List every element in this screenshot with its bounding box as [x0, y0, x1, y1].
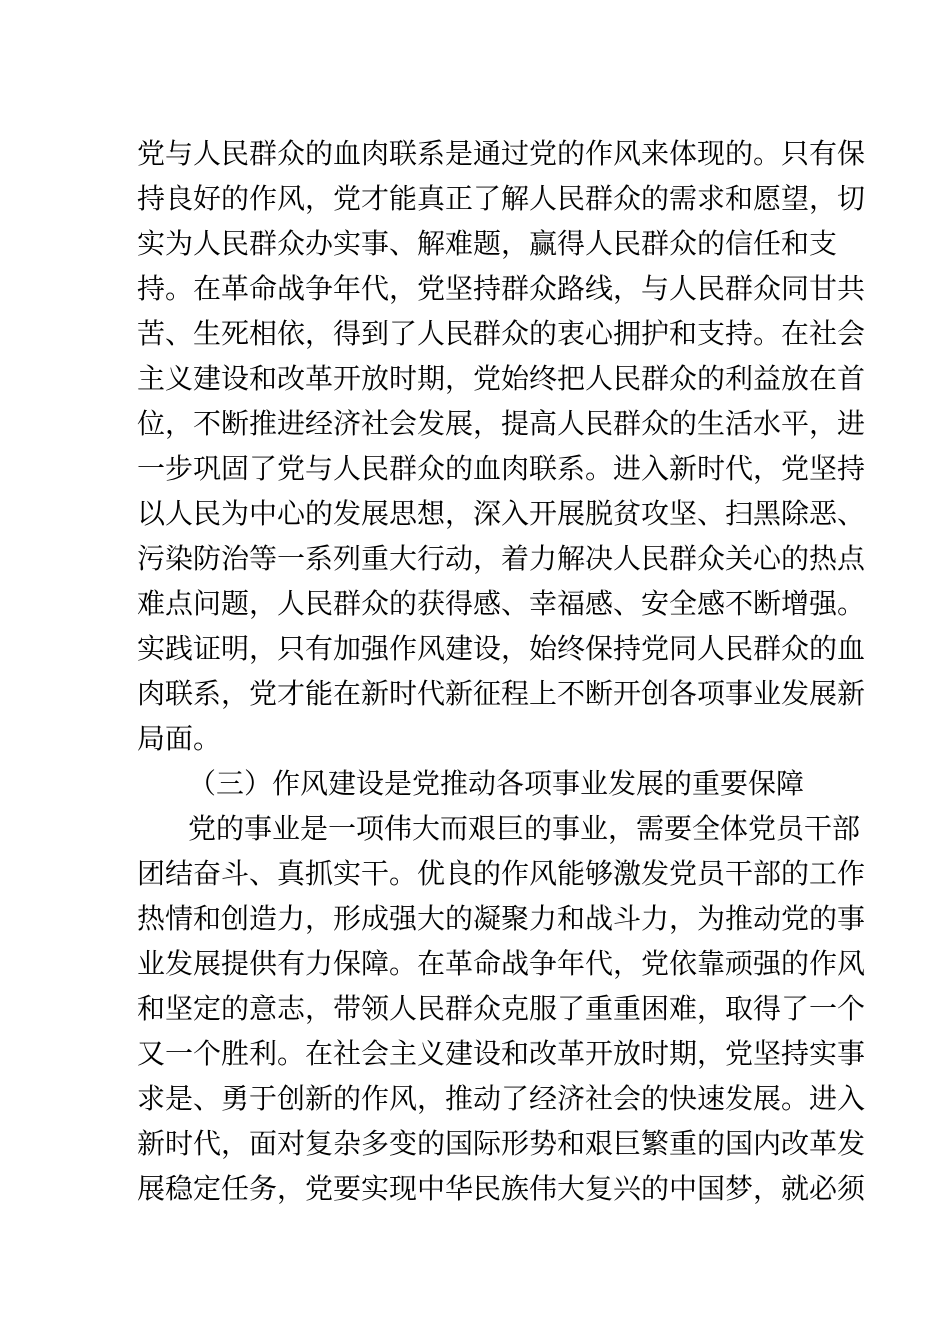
text-line: 主义建设和改革开放时期，党始终把人民群众的利益放在首: [137, 362, 866, 395]
section-heading: （三）作风建设是党推动各项事业发展的重要保障: [188, 767, 805, 800]
text-line: 位，不断推进经济社会发展，提高人民群众的生活水平，进: [137, 407, 866, 440]
text-line: 业发展提供有力保障。在革命战争年代，党依靠顽强的作风: [137, 947, 866, 980]
text-line: 以人民为中心的发展思想，深入开展脱贫攻坚、扫黑除恶、: [137, 497, 866, 530]
text-line: 苦、生死相依，得到了人民群众的衷心拥护和支持。在社会: [137, 317, 866, 350]
text-line: 持良好的作风，党才能真正了解人民群众的需求和愿望，切: [137, 182, 866, 215]
text-line: 肉联系，党才能在新时代新征程上不断开创各项事业发展新: [137, 677, 866, 710]
text-line: 展稳定任务，党要实现中华民族伟大复兴的中国梦，就必须: [137, 1172, 866, 1205]
text-line: 持。在革命战争年代，党坚持群众路线，与人民群众同甘共: [137, 272, 866, 305]
text-line: 污染防治等一系列重大行动，着力解决人民群众关心的热点: [137, 542, 866, 575]
text-line: 党与人民群众的血肉联系是通过党的作风来体现的。只有保: [137, 137, 866, 170]
text-line: 团结奋斗、真抓实干。优良的作风能够激发党员干部的工作: [137, 857, 866, 890]
text-line: 新时代，面对复杂多变的国际形势和艰巨繁重的国内改革发: [137, 1127, 866, 1160]
text-line: 热情和创造力，形成强大的凝聚力和战斗力，为推动党的事: [137, 902, 866, 935]
text-line: 实为人民群众办实事、解难题，赢得人民群众的信任和支: [137, 227, 838, 260]
text-line: 求是、勇于创新的作风，推动了经济社会的快速发展。进入: [137, 1082, 866, 1115]
text-line: 局面。: [137, 722, 222, 755]
text-line: 党的事业是一项伟大而艰巨的事业，需要全体党员干部: [188, 812, 861, 845]
text-line: 难点问题，人民群众的获得感、幸福感、安全感不断增强。: [137, 587, 866, 620]
text-line: 又一个胜利。在社会主义建设和改革开放时期，党坚持实事: [137, 1037, 866, 1070]
text-line: 和坚定的意志，带领人民群众克服了重重困难，取得了一个: [137, 992, 866, 1025]
text-line: 一步巩固了党与人民群众的血肉联系。进入新时代，党坚持: [137, 452, 866, 485]
text-line: 实践证明，只有加强作风建设，始终保持党同人民群众的血: [137, 632, 866, 665]
